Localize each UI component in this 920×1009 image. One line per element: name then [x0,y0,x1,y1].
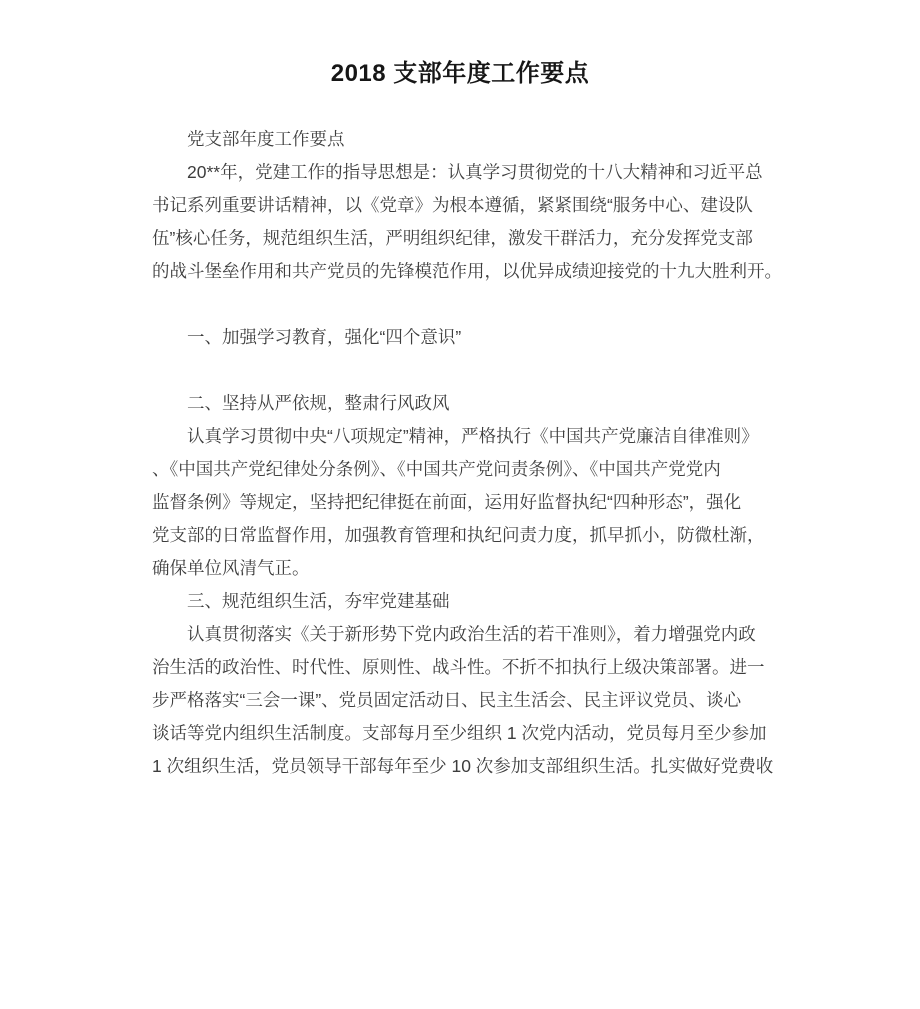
document-line: 一、加强学习教育，强化“四个意识” [187,327,462,347]
document-line: 确保单位风清气正。 [152,558,310,578]
document-line: 三、规范组织生活，夯牢党建基础 [187,591,450,611]
document-body [152,123,782,783]
document-line: 的战斗堡垒作用和共产党员的先锋模范作用，以优异成绩迎接党的十九大胜利开。 [152,261,782,281]
document-line: 谈话等党内组织生活制度。支部每月至少组织 1 次党内活动，党员每月至少参加 [152,723,767,743]
document-blank-line [152,288,772,321]
document-line: 、《中国共产党纪律处分条例》、《中国共产党问责条例》、《中国共产党党内 [152,459,721,479]
document-line: 伍”核心任务，规范组织生活，严明组织纪律，激发干群活力，充分发挥党支部 [152,228,753,248]
document-line: 党支部的日常监督作用，加强教育管理和执纪问责力度，抓早抓小，防微杜渐， [152,525,765,545]
document-line: 书记系列重要讲话精神，以《党章》为根本遵循，紧紧围绕“服务中心、建设队 [152,195,753,215]
document-line: 治生活的政治性、时代性、原则性、战斗性。不折不扣执行上级决策部署。进一 [152,657,765,677]
document-line: 党支部年度工作要点 [187,129,345,149]
document-line: 二、坚持从严依规，整肃行风政风 [187,393,450,413]
document-line: 认真学习贯彻中央“八项规定”精神，严格执行《中国共产党廉洁自律准则》 [187,426,759,446]
document-blank-line [152,354,772,387]
document-line: 监督条例》等规定，坚持把纪律挺在前面，运用好监督执纪“四种形态”，强化 [152,492,742,512]
document-line: 20**年，党建工作的指导思想是：认真学习贯彻党的十八大精神和习近平总 [187,162,763,182]
document-title: 2018 支部年度工作要点 [330,60,590,87]
document-line: 认真贯彻落实《关于新形势下党内政治生活的若干准则》，着力增强党内政 [187,624,756,644]
document-line: 步严格落实“三会一课”、党员固定活动日、民主生活会、民主评议党员、谈心 [152,690,742,710]
document-line: 1 次组织生活，党员领导干部每年至少 10 次参加支部组织生活。扎实做好党费收 [152,756,774,776]
